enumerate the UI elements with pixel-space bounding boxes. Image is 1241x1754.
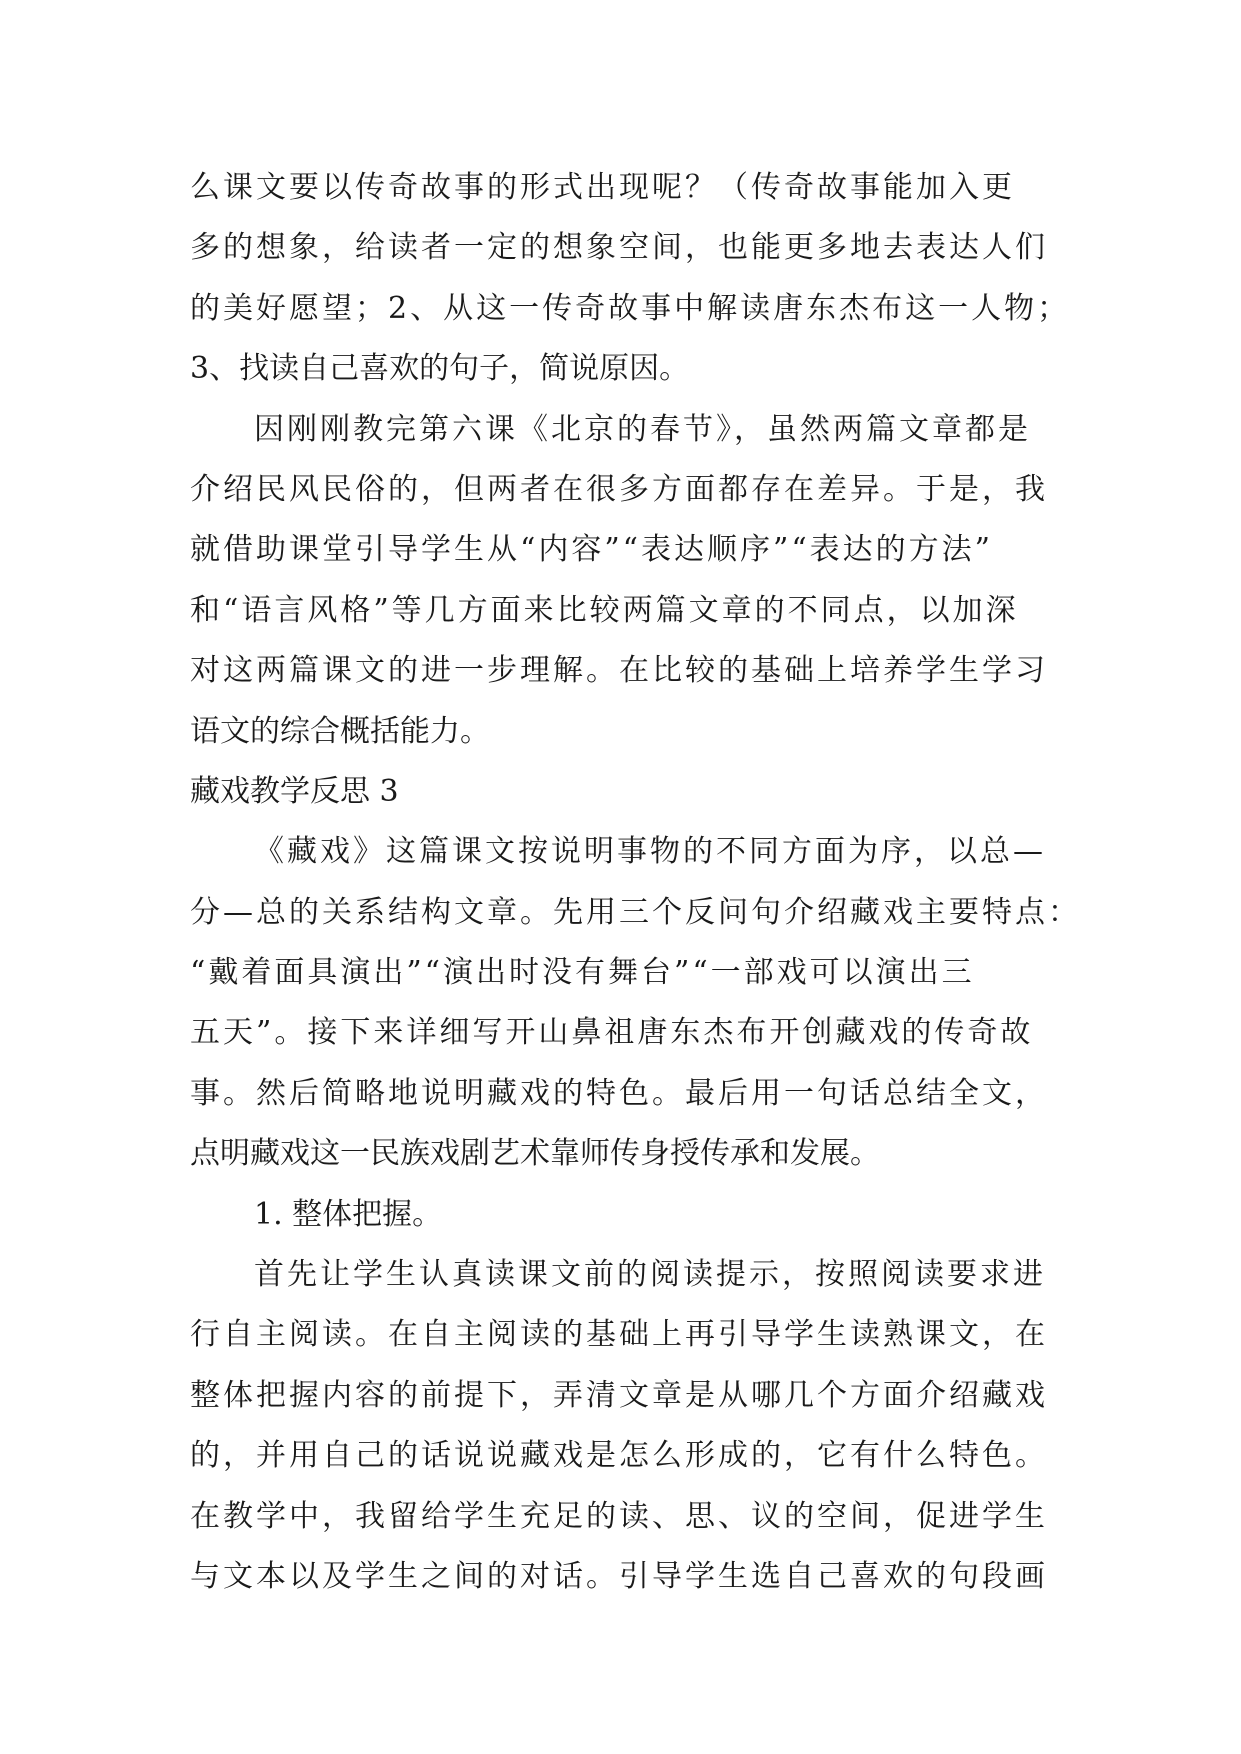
text-line: 分—总的关系结构文章。先用三个反问句介绍藏戏主要特点：: [190, 894, 1081, 930]
numbered-subheading: 1. 整体把握。: [254, 1196, 443, 1232]
text-line: 介绍民风民俗的，但两者在很多方面都存在差异。于是，我: [190, 471, 1048, 507]
text-line: 语文的综合概括能力。: [190, 713, 490, 749]
text-line: 对这两篇课文的进一步理解。在比较的基础上培养学生学习: [190, 653, 1048, 689]
paragraph-first-line: 《藏戏》这篇课文按说明事物的不同方面为序，以总—: [254, 834, 1046, 870]
document-body: [190, 158, 1081, 1607]
text-line: 在教学中，我留给学生充足的读、思、议的空间，促进学生: [190, 1498, 1048, 1534]
text-line: 和“语言风格”等几方面来比较两篇文章的不同点，以加深: [190, 592, 1019, 628]
paragraph-first-line: 因刚刚教完第六课《北京的春节》，虽然两篇文章都是: [254, 411, 1031, 447]
text-line: 3、找读自己喜欢的句子，简说原因。: [190, 351, 690, 387]
text-line: 就借助课堂引导学生从“内容”“表达顺序”“表达的方法”: [190, 532, 994, 568]
text-line: “戴着面具演出”“演出时没有舞台”“一部戏可以演出三: [190, 955, 975, 991]
text-line: 的，并用自己的话说说藏戏是怎么形成的，它有什么特色。: [190, 1438, 1048, 1474]
text-line: 么课文要以传奇故事的形式出现呢？（传奇故事能加入更: [190, 170, 1015, 205]
text-line: 点明藏戏这一民族戏剧艺术靠师传身授传承和发展。: [190, 1136, 880, 1172]
text-line: 行自主阅读。在自主阅读的基础上再引导学生读熟课文，在: [190, 1317, 1048, 1353]
text-line: 五天”。接下来详细写开山鼻祖唐东杰布开创藏戏的传奇故: [190, 1015, 1034, 1051]
section-heading: 藏戏教学反思 3: [190, 773, 399, 809]
text-line: 事。然后简略地说明藏戏的特色。最后用一句话总结全文，: [190, 1075, 1048, 1111]
text-line: 与文本以及学生之间的对话。引导学生选自己喜欢的句段画: [190, 1558, 1048, 1594]
text-line: 整体把握内容的前提下，弄清文章是从哪几个方面介绍藏戏: [190, 1377, 1048, 1413]
text-line: 多的想象，给读者一定的想象空间，也能更多地去表达人们: [190, 230, 1048, 266]
text-line: 的美好愿望；2、从这一传奇故事中解读唐东杰布这一人物；: [190, 290, 1071, 326]
paragraph-first-line: 首先让学生认真读课文前的阅读提示，按照阅读要求进: [254, 1257, 1046, 1293]
